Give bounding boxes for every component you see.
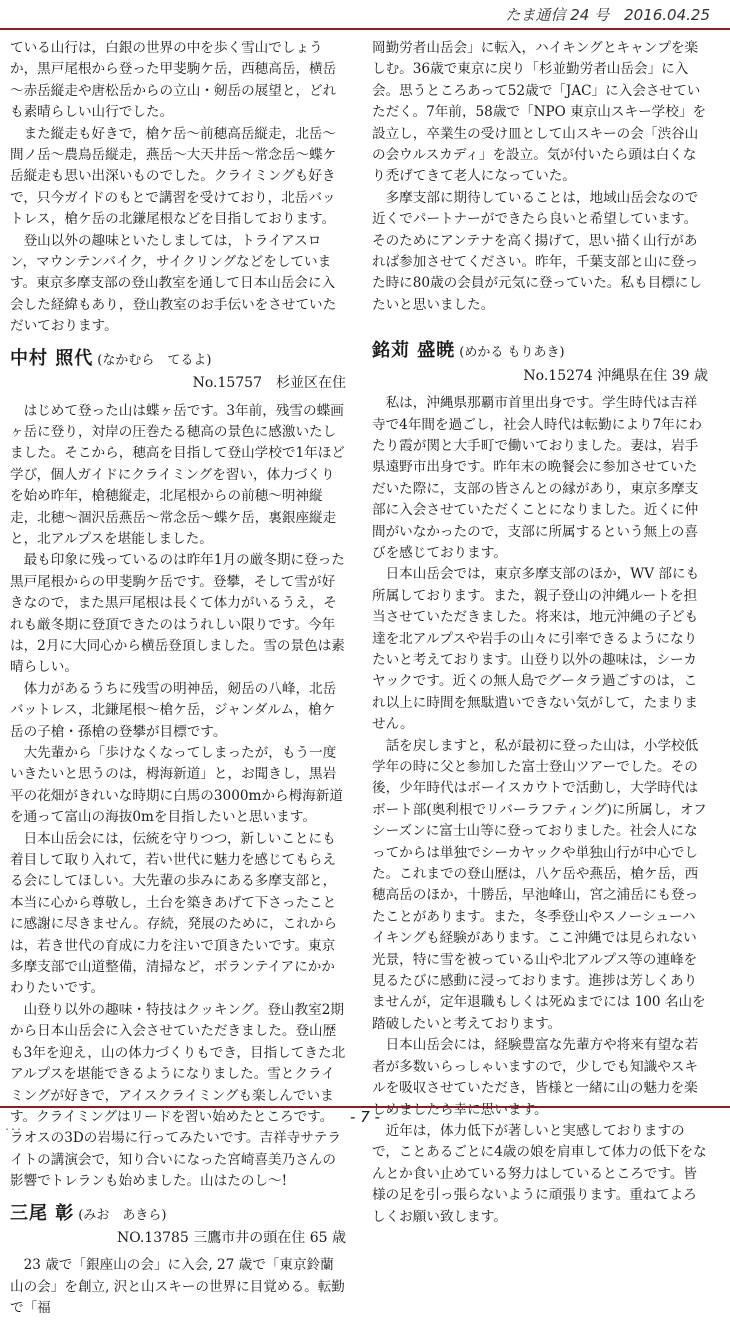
paragraph: 日本山岳会には，経験豊富な先輩方や将来有望な若者が多数いらっしゃいますので，少しでも知識やスキルを吸収させていただき，皆様と一緒に山の魅力を楽しめましたら幸に思います。 — [372, 1037, 699, 1118]
right-column — [372, 38, 708, 1228]
paragraph: 大先輩から「歩けなくなってしまったが，もう一度いきたいと思うのは，栂海新道」と，お聞きし，黒岩平の花畑がきれいな時期に白馬の3000mから栂海新道を通って富山の海抜0mを目指したいと思います。 — [10, 745, 343, 826]
paragraph: 登山以外の趣味といたしましては，トライアスロン，マウンテンバイク，サイクリングなどをしています。東京多摩支部の登山教室を通して日本山岳会に入会した経緯もあり，登山教室のお手伝いをさせていただいております。 — [10, 232, 337, 335]
header-title: たま通信 24 号 2016.04.25 — [505, 6, 710, 24]
author-section-mekaru — [372, 340, 708, 1228]
author-heading — [10, 1203, 346, 1226]
paragraph: 日本山岳会では，東京多摩支部のほか，WV 部にも所属しております。また，親子登山の沖縄ルートを担当させていただきました。将来は，地元沖縄の子ども達を北アルプスや岩手の山々に引率できるようになりたいと考えております。山登り以外の趣味は，シーカヤックです。近くの無人島でグータラ過ごすのは，これ以上に時間を無駄遣いできない気がして，たまりません。 — [372, 566, 700, 733]
paragraph: 近年は，体力低下が著しいと実感しておりますので，ことあるごとに4歳の娘を肩車して体力の低下をなんとか食い止めている努力はしているところです。皆様の足を引っ張らないように頑張ります。重ねてよろしくお願い致します。 — [372, 1122, 707, 1225]
paragraph: 23 歳で「銀座山の会」に入会, 27 歳で「東京鈴蘭山の会」を創立, 沢と山スキーの世界に目覚める。転勤で「福 — [10, 1257, 345, 1317]
left-column — [10, 38, 346, 1320]
author-reading: (なかむら てるよ) — [97, 352, 212, 368]
page-header — [0, 0, 730, 30]
author-name: 銘苅 盛暁 — [372, 340, 456, 362]
paragraph: 私は，沖縄県那覇市首里出身です。学生時代は吉祥寺で4年間を過ごし，社会人時代は転勤により7年にわたり霞が関と大手町で働いておりました。妻は，岩手県遠野市出身です。昨年末の晩餐会に参加させていただいた際に，支部の皆さんとの縁があり，東京多摩支部に入会させていただくことになりました。近くに仲間がいなかったので，支部に所属するという無上の喜びを感じております。 — [372, 395, 702, 561]
author-section-nakamura — [10, 348, 346, 1193]
paragraph: 多摩支部に期待していることは，地域山岳会なので近くでパートナーができたら良いと希望しています。そのためにアンテナを高く揚げて，思い描く山行があれば参加させてください。昨年，千葉支部と山に登った時に80歳の会員が元気に登っていた。私も目標にしたいと思いました。 — [372, 189, 702, 313]
corner-mark: ... — [4, 1122, 23, 1133]
author-meta: No.15274 沖縄県在住 39 歳 — [523, 367, 708, 384]
paragraph: 岡勤労者山岳会」に転入，ハイキングとキャンプを楽しむ。36歳で東京に戻り「杉並勤労者山岳会」に入会。思うところあって52歳で「JAC」に入会させていただく。7年前，58歳で「NPO 東京山スキー学校」を設立し，卒業生の受け皿として山スキーの会「渋谷山の会ウルスカディ」を設立。気が付いたら頭は白くなり禿げてきて老人になっていた。 — [372, 40, 707, 185]
paragraph: ている山行は，白銀の世界の中を歩く雪山でしょうか，黒戸尾根から登った甲斐駒ケ岳，西穂高岳，横岳～赤岳縦走や唐松岳からの立山・剱岳の展望と，どれも素晴らしい山行でした。 — [10, 40, 337, 121]
paragraph: 山登り以外の趣味・特技はクッキング。登山教室2期から日本山岳会に入会させていただきました。登山歴も3年を迎え，山の体力づくりもでき，目指してきた北アルプスを堪能できるようになりました。雪とクライミングが好きで，アイスクライミングも楽しんでいます。クライミングはリードを習い始めたところです。ラオスの3Dの岩場に行ってみたいです。吉祥寺サテライトの講演会で，知り合いになった宮崎喜美乃さんの影響でトレランも始めました。山はたのし～! — [10, 1001, 346, 1190]
page-number: - 7 - — [350, 1108, 380, 1126]
paragraph: 最も印象に残っているのは昨年1月の厳冬期に登った黒戸尾根からの甲斐駒ケ岳です。登攀，そして雪が好きなので，また黒戸尾根は長くて体力がいるうえ，それも厳冬期に登頂できたのはうれしい限りです。今年は，2月に大同心から横岳登頂しました。雪の景色は素晴らしい。 — [10, 552, 345, 676]
paragraph: 体力があるうちに残雪の明神岳，剱岳の八峰，北岳バットレス，北鎌尾根～槍ケ岳，ジャンダルム，槍ケ岳の子槍・孫槍の登攀が目標です。 — [10, 680, 337, 740]
paragraph: また縦走も好きで，槍ケ岳～前穂高岳縦走，北岳～間ノ岳～農鳥岳縦走，燕岳～大天井岳～常念岳～蝶ケ岳縦走も思い出深いものでした。クライミングも好きで，只今ガイドのもとで講習を受けており，北岳バットレス，槍ケ岳の北鎌尾根などを目指しております。 — [10, 125, 337, 228]
author-reading: (みお あきら) — [78, 1207, 167, 1223]
author-heading — [10, 348, 346, 371]
author-name: 三尾 彰 — [10, 1202, 75, 1224]
author-meta: No.15757 杉並区在住 — [192, 375, 346, 392]
paragraph: はじめて登った山は蝶ヶ岳です。3年前，残雪の蝶画ヶ岳に登り，対岸の圧巻たる穂高の景色に感激いたしました。そこから，穂高を目指して登山学校で1年ほど学び，個人ガイドにクライミングを習い，体力づくりを始め昨年，槍穂縦走，北尾根からの前穂～明神縦走，北穂～涸沢岳燕岳～常念岳～蝶ケ岳，裏銀座縦走と，北アルプスを堪能しました。 — [10, 402, 345, 547]
author-section-mio — [10, 1203, 346, 1320]
author-name: 中村 照代 — [10, 347, 94, 369]
paragraph: 日本山岳会には，伝統を守りつつ，新しいことにも着目して取り入れて，若い世代に魅力を感じてもらえる会にしてほしい。大先輩の歩みにある多摩支部と，本当に心から尊敬し，土台を築きあげて下さったことに感謝に尽きません。存続，発展のために，これからは，若き世代の育成に力を注いで頂きたいです。東京多摩支部で山道整備，清掃など，ボランテイアにかかわりたいです。 — [10, 830, 338, 997]
author-meta: NO.13785 三鷹市井の頭在住 65 歳 — [116, 1229, 346, 1246]
author-heading — [372, 340, 708, 363]
paragraph: 話を戻しますと，私が最初に登った山は，小学校低学年の時に父と参加した富士登山ツアーでした。その後，少年時代はボーイスカウトで活動し，大学時代はボート部(奥利根でリバーラフティング)に所属し，オフシーズンに富士山等に登っておりました。社会人になってからは単独でシーカヤックや単独山行が中心でした。これまでの登山歴は，八ケ岳や燕岳，槍ケ岳，西穂高岳のほか，十勝岳，早池峰山，宮之浦岳にも登ったことがあります。また，冬季登山やスノーシューハイキングも経験があります。ここ沖縄では見られない光景，特に雪を被っている山や北アルプス等の連峰を見るたびに感動に浸っております。進捗は芳しくありませんが，定年退職もしくは死ぬまでには 100 名山を踏破したいと考えております。 — [372, 737, 707, 1032]
author-reading: (めかる もりあき) — [459, 345, 565, 361]
